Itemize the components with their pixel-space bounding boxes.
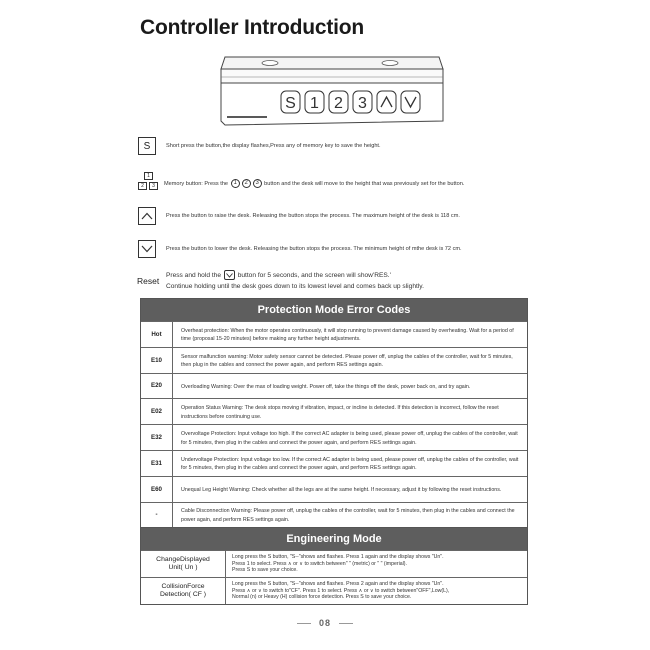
error-code: E10	[141, 348, 173, 373]
error-description: Sensor malfunction warning: Motor safety sensor cannot be detected. Please power off, unplug the cables of the controller, wait for 5 minutes, then plug in the cables and connect the power again, and perform RES settings again.	[181, 353, 513, 369]
down-key-description: Press the button to lower the desk. Releasing the button stops the process. The minimum height of mthe desk is 72 cm.	[166, 246, 462, 252]
controller-button-1	[305, 91, 324, 113]
controller-button-down	[401, 91, 420, 113]
table-row	[141, 398, 527, 424]
error-code: E60	[141, 477, 173, 502]
memory-key-1-icon: 1	[231, 179, 240, 188]
engineering-setting-name: ChangeDisplayed Unit( Un )	[141, 551, 226, 577]
table-row	[141, 450, 527, 476]
down-key-row	[138, 240, 462, 258]
table-row	[141, 347, 527, 373]
controller-button-3	[353, 91, 372, 113]
error-code: E20	[141, 374, 173, 399]
table-row	[141, 577, 527, 604]
svg-text:S: S	[285, 95, 296, 112]
controller-button-up	[377, 91, 396, 113]
table-row	[141, 476, 527, 502]
chevron-down-icon	[138, 240, 156, 258]
svg-text:1: 1	[310, 95, 319, 112]
engineering-mode-table	[140, 527, 528, 605]
error-code: E31	[141, 451, 173, 476]
error-description: Undervoltage Protection: Input voltage too low. If the correct AC adapter is being used, please power off, unplug the cables of the controller, wait for 5 minutes, then plug in the cables and connect the power again, and perform RES settings again.	[181, 456, 519, 472]
up-key-description: Press the button to raise the desk. Releasing the button stops the process. The maximum height of the desk is 118 cm.	[166, 213, 460, 219]
table-row	[141, 321, 527, 347]
engineering-setting-name: CollisionForce Detection( CF )	[141, 578, 226, 604]
table-row	[141, 373, 527, 399]
error-description: Overloading Warning: Over the max of loading weight. Power off, take the things off the desk, power back on, and try again.	[181, 383, 471, 390]
svg-text:2: 2	[334, 95, 343, 112]
error-description: Operation Status Warning: The desk stops moving if vibration, impact, or incline is detected. If this detection is incorrect, follow the reset instructions before continuing use.	[181, 405, 499, 420]
error-code: E32	[141, 425, 173, 450]
error-code: -	[141, 503, 173, 528]
engineering-setting-description: Long press the S button, "S--"shows and flashes. Press 2 again and the display shows "Un". Press ∧ or ∨ to switch to"CF". Press 1 to select. Press ∧ or ∨ to switch between"OFF",Low(L), Normal (n) or Heavy (H) collision force detection. Press S to save your choice.	[232, 580, 450, 601]
controller-button-2	[329, 91, 348, 113]
reset-description: Press and hold the button for 5 seconds, and the screen will show'RES.' Continue holding until the desk goes down to its lowest level and comes back up slightly.	[166, 272, 424, 290]
svg-text:3: 3	[358, 95, 367, 112]
error-description: Overvoltage Protection: Input voltage too high. If the correct AC adapter is being used, please power off, unplug the cables of the controller, wait for 5 minutes, then plug in the cables and connect the power again, and perform RES settings again.	[181, 430, 518, 446]
error-description: Overheat protection: When the motor operates continuously, it will stop running to prevent damage caused by overheating. Wait for a period of time (proposal 15-20 minutes) before making any further height adjustments.	[181, 327, 514, 343]
error-description: Unequal Leg Height Warning: Check whether all the legs are at the same height. If necessary, adjust it by following the reset instructions.	[181, 486, 502, 493]
memory-key-3-icon: 3	[253, 179, 262, 188]
controller-illustration	[219, 55, 445, 127]
memory-key-row	[138, 172, 464, 194]
engineering-table-header: Engineering Mode	[141, 528, 527, 550]
chevron-down-icon	[224, 270, 235, 280]
error-code: Hot	[141, 322, 173, 347]
s-key-row	[138, 137, 381, 155]
memory-key-2-icon: 2	[242, 179, 251, 188]
table-row	[141, 502, 527, 528]
reset-label: Reset	[137, 276, 160, 286]
table-row	[141, 550, 527, 577]
chevron-up-icon	[138, 207, 156, 225]
controller-button-s	[281, 91, 300, 113]
s-key-description: Short press the button,the display flashes,Press any of memory key to save the height.	[166, 143, 381, 149]
error-codes-table	[140, 298, 528, 528]
page-number: 08	[0, 618, 650, 628]
error-code: E02	[141, 399, 173, 424]
page-title: Controller Introduction	[140, 16, 365, 39]
engineering-setting-description: Long press the S button, "S--"shows and flashes. Press 1 again and the display shows "Un". Press 1 to select. Press ∧ or ∨ to switch between" " (metric) or " " (imperial). Press S to save your choice.	[232, 553, 444, 574]
memory-keys-icon: 1 2 3	[138, 172, 160, 194]
error-table-header: Protection Mode Error Codes	[141, 299, 527, 321]
controller-drawing	[219, 55, 445, 127]
s-key-icon: S	[138, 137, 156, 155]
up-key-row	[138, 207, 460, 225]
error-description: Cable Disconnection Warning: Please power off, unplug the cables of the controller, wait for 5 minutes, then plug in the cables and connect the power again, and perform RES settings again.	[181, 508, 515, 523]
memory-key-description: Memory button: Press the 1 2 3 button and the desk will move to the height that was previously set for the button.	[164, 180, 465, 187]
table-row	[141, 424, 527, 450]
